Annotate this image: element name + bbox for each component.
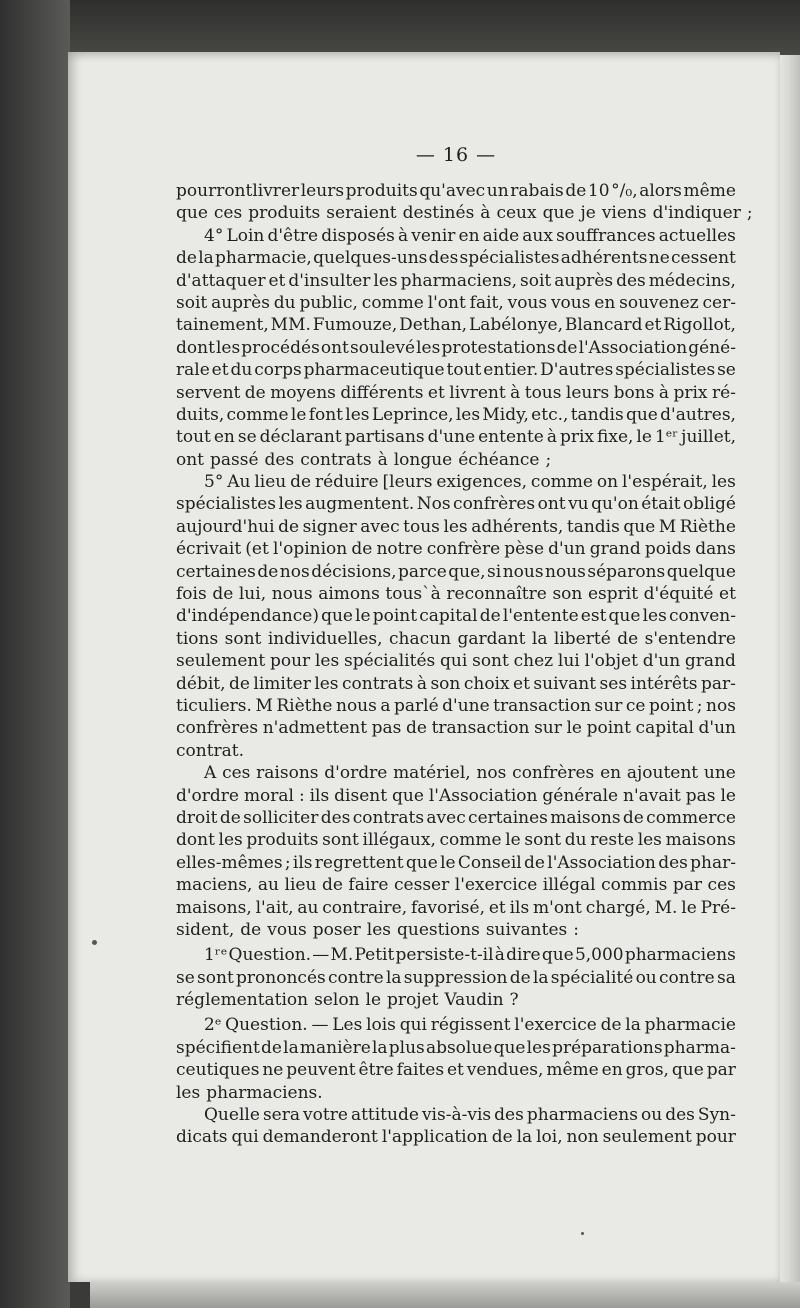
page-number: — 16 —	[415, 144, 497, 166]
scan-background-left	[0, 0, 70, 1308]
text-line: dont les procédés ont soulevé les protestations de l'Association géné-	[176, 337, 736, 358]
text-line: A ces raisons d'ordre matériel, nos confrères en ajoutent une	[204, 763, 736, 784]
text-line: spécifient de la manière la plus absolue que les préparations pharma-	[176, 1037, 736, 1058]
text-line: 5° Au lieu de réduire [leurs exigences, comme on l'espérait, les	[204, 472, 736, 493]
text-line: débit, de limiter les contrats à son choix et suivant ses intérêts par-	[176, 673, 736, 694]
text-line: duits, comme le font les Leprince, les Midy, etc., tandis que d'autres,	[176, 404, 736, 425]
text-line: sident, de vous poser les questions suivantes :	[176, 919, 579, 940]
text-line: 2ᵉ Question. — Les lois qui régissent l'exercice de la pharmacie	[204, 1015, 736, 1036]
text-line: pourrontlivrer leurs produits qu'avec un rabais de 10 °/₀, alors même	[176, 181, 736, 201]
text-line: ceutiques ne peuvent être faites et vendues, même en gros, que par	[176, 1060, 736, 1081]
text-line: ont passé des contrats à longue échéance ;	[176, 449, 552, 470]
text-line: elles-mêmes ; ils regrettent que le Conseil de l'Association des phar-	[176, 852, 736, 873]
text-line: aujourd'hui de signer avec tous les adhérents, tandis que M Rièthe	[176, 516, 736, 537]
page-edge-bottom	[90, 1282, 800, 1308]
text-line: contrat.	[176, 740, 245, 761]
text-line: que ces produits seraient destinés à ceux que je viens d'indiquer ;	[176, 203, 753, 224]
text-line: tainement, MM. Fumouze, Dethan, Labélonye, Blancard et Rigollot,	[176, 315, 736, 336]
text-line: 4° Loin d'être disposés à venir en aide aux souffrances actuelles	[204, 225, 736, 246]
text-line: tout en se déclarant partisans d'une entente à prix fixe, le 1ᵉʳ juillet,	[176, 427, 736, 448]
scan-speck	[581, 1232, 584, 1235]
text-line: servent de moyens différents et livrent à tous leurs bons à prix ré-	[176, 382, 736, 403]
text-line: d'attaquer et d'insulter les pharmaciens, soit auprès des médecins,	[176, 270, 736, 291]
text-line: soit auprès du public, comme l'ont fait, vous vous en souvenez cer-	[176, 292, 736, 313]
text-line: seulement pour les spécialités qui sont chez lui l'objet d'un grand	[176, 651, 736, 672]
text-line: maciens, au lieu de faire cesser l'exercice illégal commis par ces	[176, 875, 736, 896]
body-text	[176, 180, 753, 1149]
text-line: maisons, l'ait, au contraire, favorisé, et ils m'ont chargé, M. le Pré-	[176, 897, 736, 918]
text-line: 1ʳᵉ Question. — M. Petit persiste-t-il à dire que 5,000 pharmaciens	[204, 945, 736, 966]
text-line: réglementation selon le projet Vaudin ?	[176, 990, 519, 1011]
text-line: dicats qui demanderont l'application de la loi, non seulement pour	[176, 1127, 736, 1148]
text-line: spécialistes les augmentent. Nos confrères ont vu qu'on était obligé	[176, 494, 736, 515]
text-line: certaines de nos décisions, parce que, si nous nous séparons quelque	[176, 561, 736, 582]
text-line: rale et du corps pharmaceutique tout entier. D'autres spécialistes se	[176, 360, 736, 381]
text-line: se sont prononcés contre la suppression de la spécialité ou contre sa	[176, 967, 736, 988]
scan-speck	[92, 940, 97, 945]
text-line: Quelle sera votre attitude vis-à-vis des pharmaciens ou des Syn-	[204, 1105, 736, 1126]
text-line: d'ordre moral : ils disent que l'Association générale n'avait pas le	[176, 785, 736, 806]
text-line: droit de solliciter des contrats avec certaines maisons de commerce	[176, 807, 736, 828]
scan-background-top	[0, 0, 800, 60]
text-line: de la pharmacie, quelques-uns des spécialistes adhérents ne cessent	[176, 248, 736, 269]
text-line: ticuliers. M Rièthe nous a parlé d'une transaction sur ce point ; nos	[176, 695, 736, 716]
text-line: fois de lui, nous aimons tous`à reconnaître son esprit d'équité et	[176, 584, 736, 605]
text-line: les pharmaciens.	[176, 1082, 323, 1103]
text-line: écrivait (et l'opinion de notre confrère pèse d'un grand poids dans	[176, 539, 736, 560]
text-line: dont les produits sont illégaux, comme le sont du reste les maisons	[176, 830, 736, 851]
text-line: confrères n'admettent pas de transaction sur le point capital d'un	[176, 718, 736, 739]
text-line: d'indépendance) que le point capital de l'entente est que les conven-	[176, 606, 736, 627]
text-line: tions sont individuelles, chacun gardant la liberté de s'entendre	[176, 628, 736, 649]
